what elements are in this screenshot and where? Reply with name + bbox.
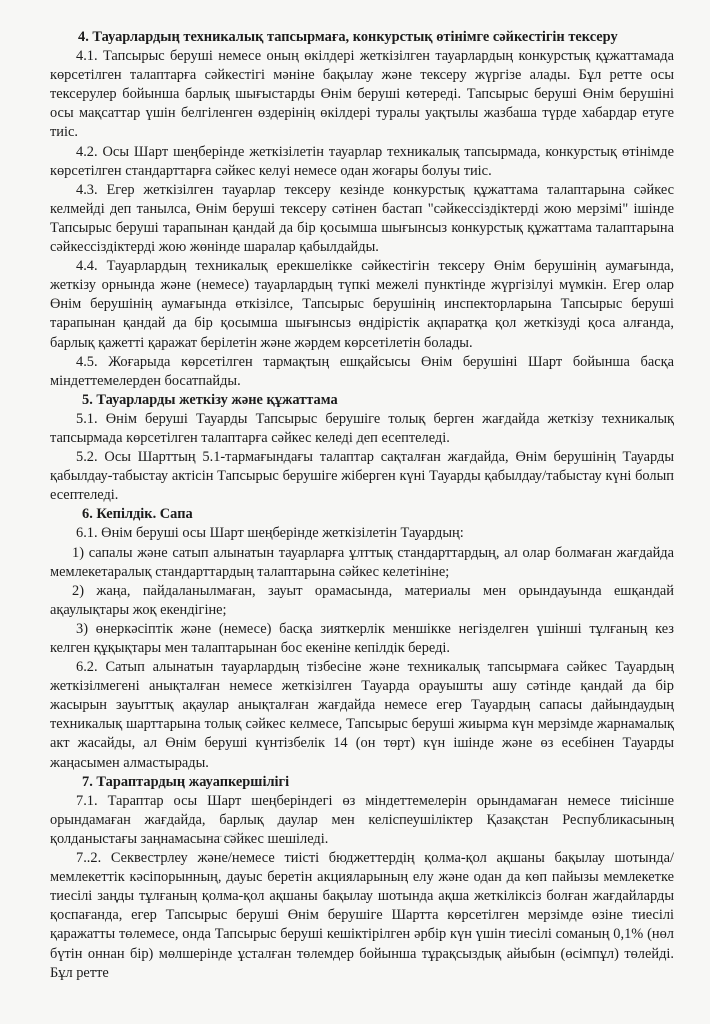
paragraph-4-4: 4.4. Тауарлардың техникалық ерекшелікке сәйкестігін тексеру Өнім берушінің аумағында, жеткізу орнында және (немесе) тауарлардың түпкі межелі пунктінде жүргізілуі мүмкін. Егер олар Өнім берушінің аумағында өткізілсе, Тапсырыс берушінің инспекторларына Тапсырыс беруші тарапынан қандай да бір қосымша шығынсыз өндірістік ақпаратқа қол жеткізуді қоса алғанда, барлық қажетті қаражат берілетін және жәрдем көрсетілетін болады. — [50, 258, 674, 351]
list-item-6-1-1: 1) сапалы және сатып алынатын тауарларға ұлттық стандарттардың, ал олар болмаған жағдайда мемлекетаралық стандарттардың талаптарына сәйкес келетініне; — [50, 544, 674, 580]
list-item-6-1-3: 3) өнеркәсіптік және (немесе) басқа зияткерлік меншікке негізделген үшінші тұлғаның кез келген құқықтары мен талаптарынан бос екеніне кепілдік береді. — [50, 620, 674, 656]
paragraph-7-1: 7.1. Тараптар осы Шарт шеңберіндегі өз міндеттемелерін орындамаған немесе тиісінше орындамаған жағдайда, барлық даулар мен келіспеушіліктер Қазақстан Республикасының қолданыстағы заңнамасына сәйкес шешіледі. — [50, 792, 674, 847]
section-7-heading: 7. Тараптардың жауапкершілігі — [82, 773, 290, 790]
section-4-heading: 4. Тауарлардың техникалық тапсырмаға, конкурстық өтінімге сәйкестігін тексеру — [78, 29, 618, 45]
paragraph-5-1: 5.1. Өнім беруші Тауарды Тапсырыс берушіге толық берген жағдайда жеткізу техникалық тапсырмада көрсетілген талаптарға сәйкес келеді деп есептеледі. — [50, 410, 674, 446]
section-5-heading: 5. Тауарларды жеткізу және құжаттама — [82, 391, 338, 408]
list-item-6-1-2: 2) жаңа, пайдаланылмаған, зауыт орамасында, материалы мен орындауында ешқандай ақаулықтары жоқ екендігіне; — [50, 582, 674, 618]
paragraph-4-1: 4.1. Тапсырыс беруші немесе оның өкілдері жеткізілген тауарлардың конкурстық құжаттамада көрсетілген талаптарға сәйкестігі мәніне бақылау және тексеру жүргізе алады. Бұл ретте осы тексерулер бойынша барлық шығыстарды Өнім беруші көтереді. Тапсырыс беруші Өнім берушіні осы мақсаттар үшін белгіленген өздерінің өкілдері туралы уақтылы жазбаша түрде хабардар етуге тиіс. — [50, 48, 674, 141]
paragraph-4-5: 4.5. Жоғарыда көрсетілген тармақтың ешқайсысы Өнім берушіні Шарт бойынша басқа міндеттемелерден босатпайды. — [50, 353, 674, 389]
paragraph-7-2: 7..2. Секвестрлеу және/немесе тиісті бюджеттердің қолма-қол ақшаны бақылау шотында/мемлекеттік кәсіпорынның, дауыс беретін акцияларының елу және одан да көп пайызы мемлекетке тиесілі заңды тұлғаның қолма-қол ақшаны бақылау шотында ақша жеткіліксіз болған жағдайларды қоспағанда, егер Тапсырыс беруші Өнім берушіге Шартта көрсетілген мерзімде өзіне тиесілі қаражатты төлемесе, онда Тапсырыс беруші кешіктірілген әрбір күн үшін тиесілі соманың 0,1% (нөл бүтін оннан бір) мөлшерінде ұсталған төлемдер бойынша тұрақсыздық айыбын (өсімпұл) төлейді. Бұл ретте — [50, 850, 674, 981]
paragraph-4-3: 4.3. Егер жеткізілген тауарлар тексеру кезінде конкурстық құжаттама талаптарына сәйкес келмейді деп танылса, Өнім беруші тексеру сәтінен бастап "сәйкессіздіктерді жою мерзімі" ішінде Тапсырыс беруші тарапынан қандай да бір қосымша шығынсыз конкурстық құжаттама талаптарына сәйкессіздіктерді жою жөнінде шаралар қабылдайды. — [50, 181, 674, 256]
section-6-heading: 6. Кепілдік. Сапа — [82, 506, 193, 523]
paragraph-4-2: 4.2. Осы Шарт шеңберінде жеткізілетін тауарлар техникалық тапсырмада, конкурстық өтінімде көрсетілген стандарттарға сәйкес келуі немесе одан жоғары болуы тиіс. — [50, 143, 674, 179]
paragraph-6-2: 6.2. Сатып алынатын тауарлардың тізбесіне және техникалық тапсырмаға сәйкес Тауардың жеткізілмегені анықталған немесе жеткізілген Тауарда орауышты ашу сәтінде қандай да бір жасырын зауыттық ақаулар анықталған жағдайда немесе егер Тауардың сапасы дайындаудың техникалық шарттарына толық сәйкес келмесе, Тапсырыс беруші жиырма күн мерзімде жарнамалық акт жасайды, ал Өнім беруші күнтізбелік 14 (он төрт) күн ішінде және өз есебінен Тауарды жаңасымен алмастырады. — [50, 659, 674, 771]
paragraph-5-2: 5.2. Осы Шарттың 5.1-тармағындағы талаптар сақталған жағдайда, Өнім берушінің Тауарды қабылдау-табыстау актісін Тапсырыс берушіге жіберген күні Тауарды қабылдау/табыстау күні болып есептеледі. — [50, 449, 674, 504]
paragraph-6-1: 6.1. Өнім беруші осы Шарт шеңберінде жеткізілетін Тауардың: — [76, 525, 464, 542]
